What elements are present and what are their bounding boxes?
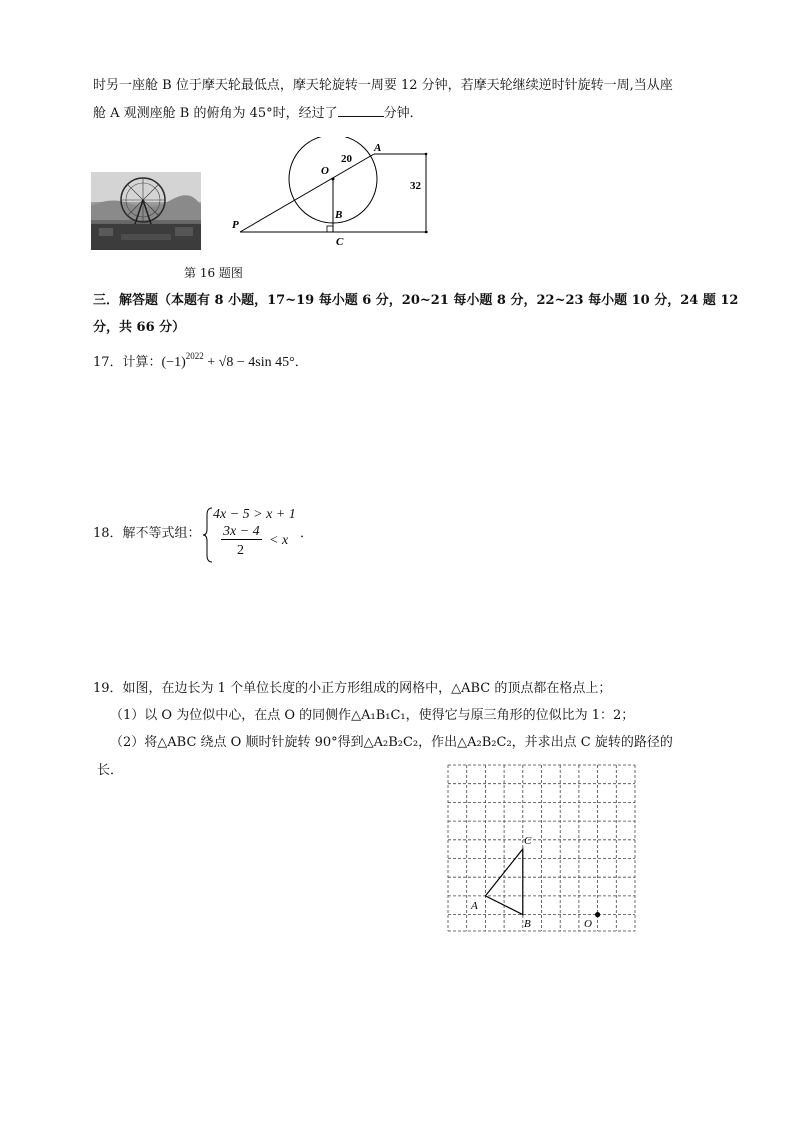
q19-text-line1: 19．如图，在边长为 1 个单位长度的小正方形组成的网格中，△ABC 的顶点都在格点上； xyxy=(93,681,612,696)
left-brace-icon xyxy=(203,507,213,563)
answer-blank xyxy=(338,104,384,117)
grid-label-B: B xyxy=(524,918,531,930)
label-O: O xyxy=(321,165,329,177)
q18-end: ． xyxy=(300,526,314,541)
grid-label-A: A xyxy=(471,900,478,912)
q19-part2: （2）将△ABC 绕点 O 顺时针旋转 90°得到△A₂B₂C₂，作出△A₂B₂C₂，并求出点 C 旋转的路径的 xyxy=(110,735,673,750)
q18-denominator: 2 xyxy=(237,543,244,558)
q16-text-part-b: 分钟． xyxy=(383,106,423,121)
q19-part2-cont: 长． xyxy=(97,763,124,778)
section3-heading-line2: 分，共 66 分） xyxy=(93,320,186,335)
section3-heading-line1: 三．解答题（本题有 8 小题，17~19 每小题 6 分，20~21 每小题 8 分，22~23 每小题 10 分，24 题 12 xyxy=(93,293,739,308)
right-angle-mark xyxy=(327,226,333,232)
q17-end: ． xyxy=(294,355,308,370)
q17-expression: + √8 − 4sin 45° xyxy=(203,355,295,370)
q18-prefix: 18．解不等式组： xyxy=(93,526,201,541)
label-C: C xyxy=(336,236,344,248)
point-O xyxy=(595,912,600,917)
figure-caption: 第 16 题图 xyxy=(184,266,243,280)
q18-ineq1: 4x − 5 > x + 1 xyxy=(213,507,296,522)
label-32: 32 xyxy=(410,180,421,192)
q16-text-line2 xyxy=(93,104,423,123)
label-B: B xyxy=(335,209,343,221)
q17-base: (−1) xyxy=(161,355,186,370)
grid-label-C: C xyxy=(524,835,532,847)
q18-inequality-system xyxy=(203,507,303,563)
q16-figure xyxy=(228,137,448,249)
q17-exponent: 2022 xyxy=(185,351,204,361)
label-20: 20 xyxy=(341,153,352,165)
label-P: P xyxy=(232,219,239,231)
q16-text-part-a: 舱 A 观测座舱 B 的俯角为 45°时，经过了 xyxy=(93,106,338,121)
q17-text xyxy=(93,347,308,372)
q16-text-line1: 时另一座舱 B 位于摩天轮最低点，摩天轮旋转一周要 12 分钟，若摩天轮继续逆时针旋转一周,当从座 xyxy=(93,78,673,93)
q18-lt-x: < x xyxy=(269,533,289,548)
ferris-wheel-photo xyxy=(91,172,201,250)
line-PA xyxy=(240,154,374,232)
q19-grid-figure xyxy=(447,764,637,934)
label-A: A xyxy=(374,142,382,154)
q19-part1: （1）以 O 为位似中心，在点 O 的同侧作△A₁B₁C₁，使得它与原三角形的位似比为 1：2； xyxy=(110,708,635,723)
q18-numerator: 3x − 4 xyxy=(223,524,260,539)
q17-prefix: 17．计算： xyxy=(93,355,162,370)
grid-label-O: O xyxy=(584,918,592,930)
